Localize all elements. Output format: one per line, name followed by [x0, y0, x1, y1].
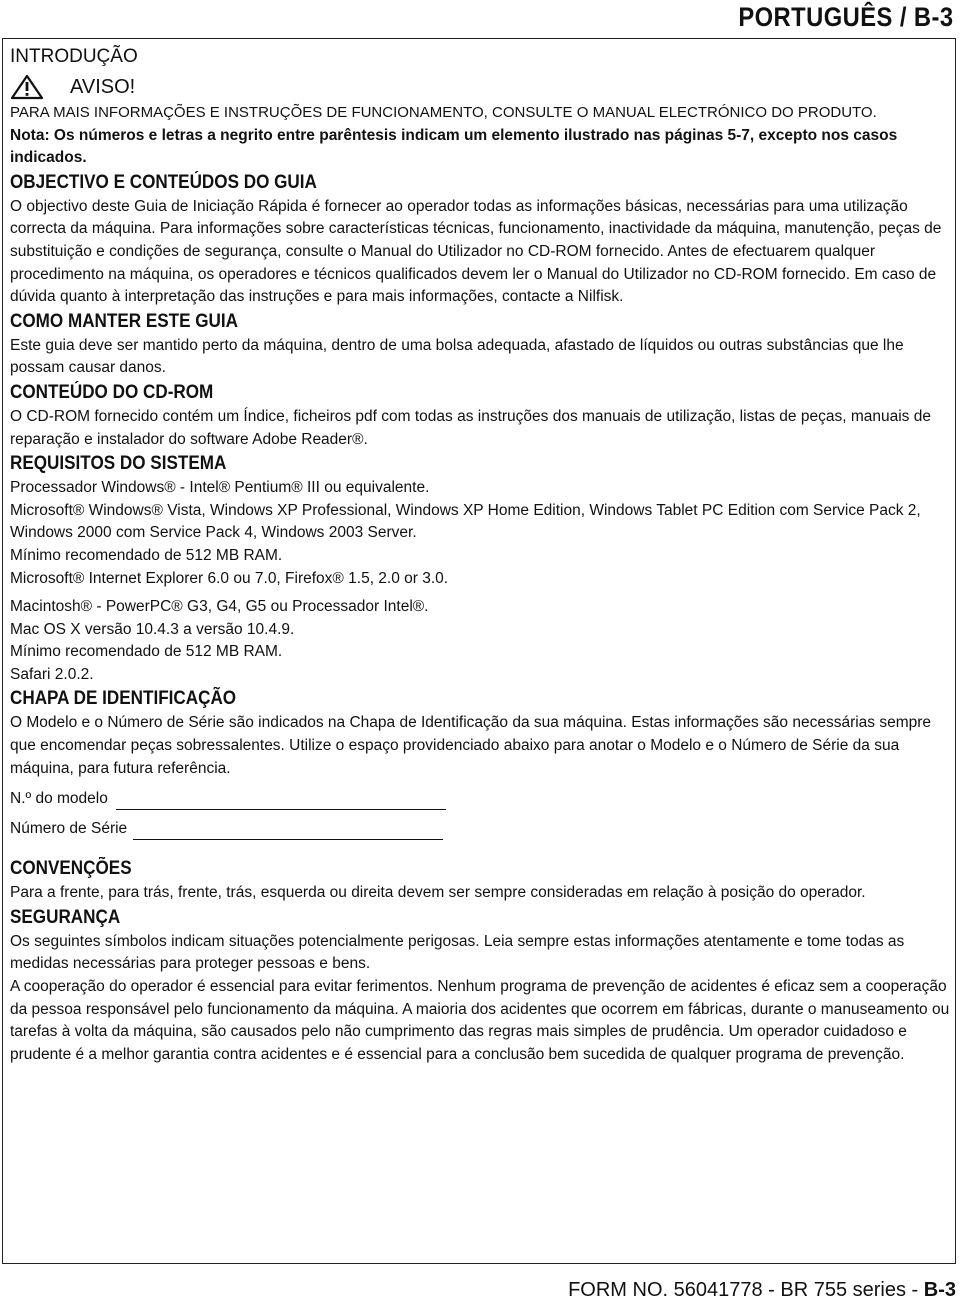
warning-row [10, 72, 952, 102]
plate-paragraph: O Modelo e o Número de Série são indicados na Chapa de Identificação da sua máquina. Estas informações são necessárias sempre que encomendar peças sobressalentes. Utilize o espaço providenciado abaixo para anotar o Modelo e o Número de Série da sua máquina, para futura referência. [10, 714, 932, 777]
form-number: FORM NO. 56041778 - BR 755 series - [568, 1279, 924, 1301]
intro-heading: INTRODUÇÃO [10, 46, 138, 67]
page-content [10, 44, 952, 1066]
requirements-line: Microsoft® Internet Explorer 6.0 ou 7.0, Firefox® 1.5, 2.0 or 3.0. [10, 569, 449, 587]
conventions-paragraph: Para a frente, para trás, frente, trás, esquerda ou direita devem ser sempre consideradas em relação à posição do operador. [10, 884, 866, 902]
requirements-heading: REQUISITOS DO SISTEMA [10, 453, 227, 475]
requirements-line: Macintosh® - PowerPC® G3, G4, G5 ou Processador Intel®. [10, 598, 429, 616]
warning-label: AVISO! [70, 76, 136, 98]
warning-triangle-icon [10, 74, 44, 100]
model-number-label: N.º do modelo [10, 789, 108, 807]
requirements-line: Processador Windows® - Intel® Pentium® III ou equivalente. [10, 479, 430, 497]
caps-notice: PARA MAIS INFORMAÇÕES E INSTRUÇÕES DE FUNCIONAMENTO, CONSULTE O MANUAL ELECTRÓNICO DO PRODUTO. [10, 104, 877, 121]
conventions-heading: CONVENÇÕES [10, 858, 132, 880]
safety-paragraph-2: A cooperação do operador é essencial para evitar ferimentos. Nenhum programa de prevenção de acidentes é eficaz sem a cooperação da pessoa responsável pelo funcionamento da máquina. A maioria dos acidentes que ocorrem em fábricas, durante o manuseamento ou tarefas à volta da máquina, são causados pelo não cumprimento das regras mais simples de prudência. Um operador cuidadoso e prudente é a melhor garantia contra acidentes e é essencial para a conclusão bem sucedida de qualquer programa de prevenção. [10, 978, 950, 1063]
requirements-line: Microsoft® Windows® Vista, Windows XP Professional, Windows XP Home Edition, Windows Tablet PC Edition com Service Pack 2, Windows 2000 com Service Pack 4, Windows 2003 Server. [10, 501, 921, 542]
model-number-field [10, 780, 952, 810]
plate-heading: CHAPA DE IDENTIFICAÇÃO [10, 688, 237, 710]
requirements-line: Mínimo recomendado de 512 MB RAM. [10, 546, 283, 564]
keeping-heading: COMO MANTER ESTE GUIA [10, 310, 239, 332]
cdrom-paragraph: O CD-ROM fornecido contém um Índice, ficheiros pdf com todas as instruções dos manuais de utilização, listas de peças, manuais de reparação e instalador do software Adobe Reader®. [10, 407, 931, 448]
page-header-title: PORTUGUÊS / B-3 [738, 2, 954, 32]
footer-page-number: B-3 [923, 1279, 956, 1301]
safety-heading: SEGURANÇA [10, 906, 121, 928]
nota-text: Nota: Os números e letras a negrito entre parêntesis indicam um elemento ilustrado nas páginas 5-7, excepto nos casos indicados. [10, 126, 898, 167]
cdrom-heading: CONTEÚDO DO CD-ROM [10, 381, 214, 403]
page-footer [568, 1278, 956, 1302]
objective-paragraph: O objectivo deste Guia de Iniciação Rápida é fornecer ao operador todas as informações básicas, necessárias para uma utilização correcta da máquina. Para informações sobre características técnicas, funcionamento, inactividade da máquina, manutenção, peças de substituição e condições de segurança, consulte o Manual do Utilizador no CD-ROM fornecido. Antes de efectuarem qualquer procedimento na máquina, os operadores e técnicos qualificados devem ler o Manual do Utilizador no CD-ROM fornecido. Em caso de dúvida quanto à interpretação das instruções e para mais informações, contacte a Nilfisk. [10, 197, 942, 306]
model-number-blank [116, 791, 446, 810]
serial-number-label: Número de Série [10, 819, 128, 837]
objective-heading: OBJECTIVO E CONTEÚDOS DO GUIA [10, 171, 317, 193]
serial-number-field [10, 810, 952, 840]
requirements-line: Mínimo recomendado de 512 MB RAM. [10, 643, 283, 661]
keeping-paragraph: Este guia deve ser mantido perto da máquina, dentro de uma bolsa adequada, afastado de líquidos ou outras substâncias que lhe possam causar danos. [10, 336, 904, 377]
requirements-line: Safari 2.0.2. [10, 665, 94, 683]
serial-number-blank [133, 821, 443, 840]
requirements-line: Mac OS X versão 10.4.3 a versão 10.4.9. [10, 620, 295, 638]
safety-paragraph-1: Os seguintes símbolos indicam situações potencialmente perigosas. Leia sempre estas informações atentamente e tome todas as medidas necessárias para proteger pessoas e bens. [10, 932, 905, 973]
